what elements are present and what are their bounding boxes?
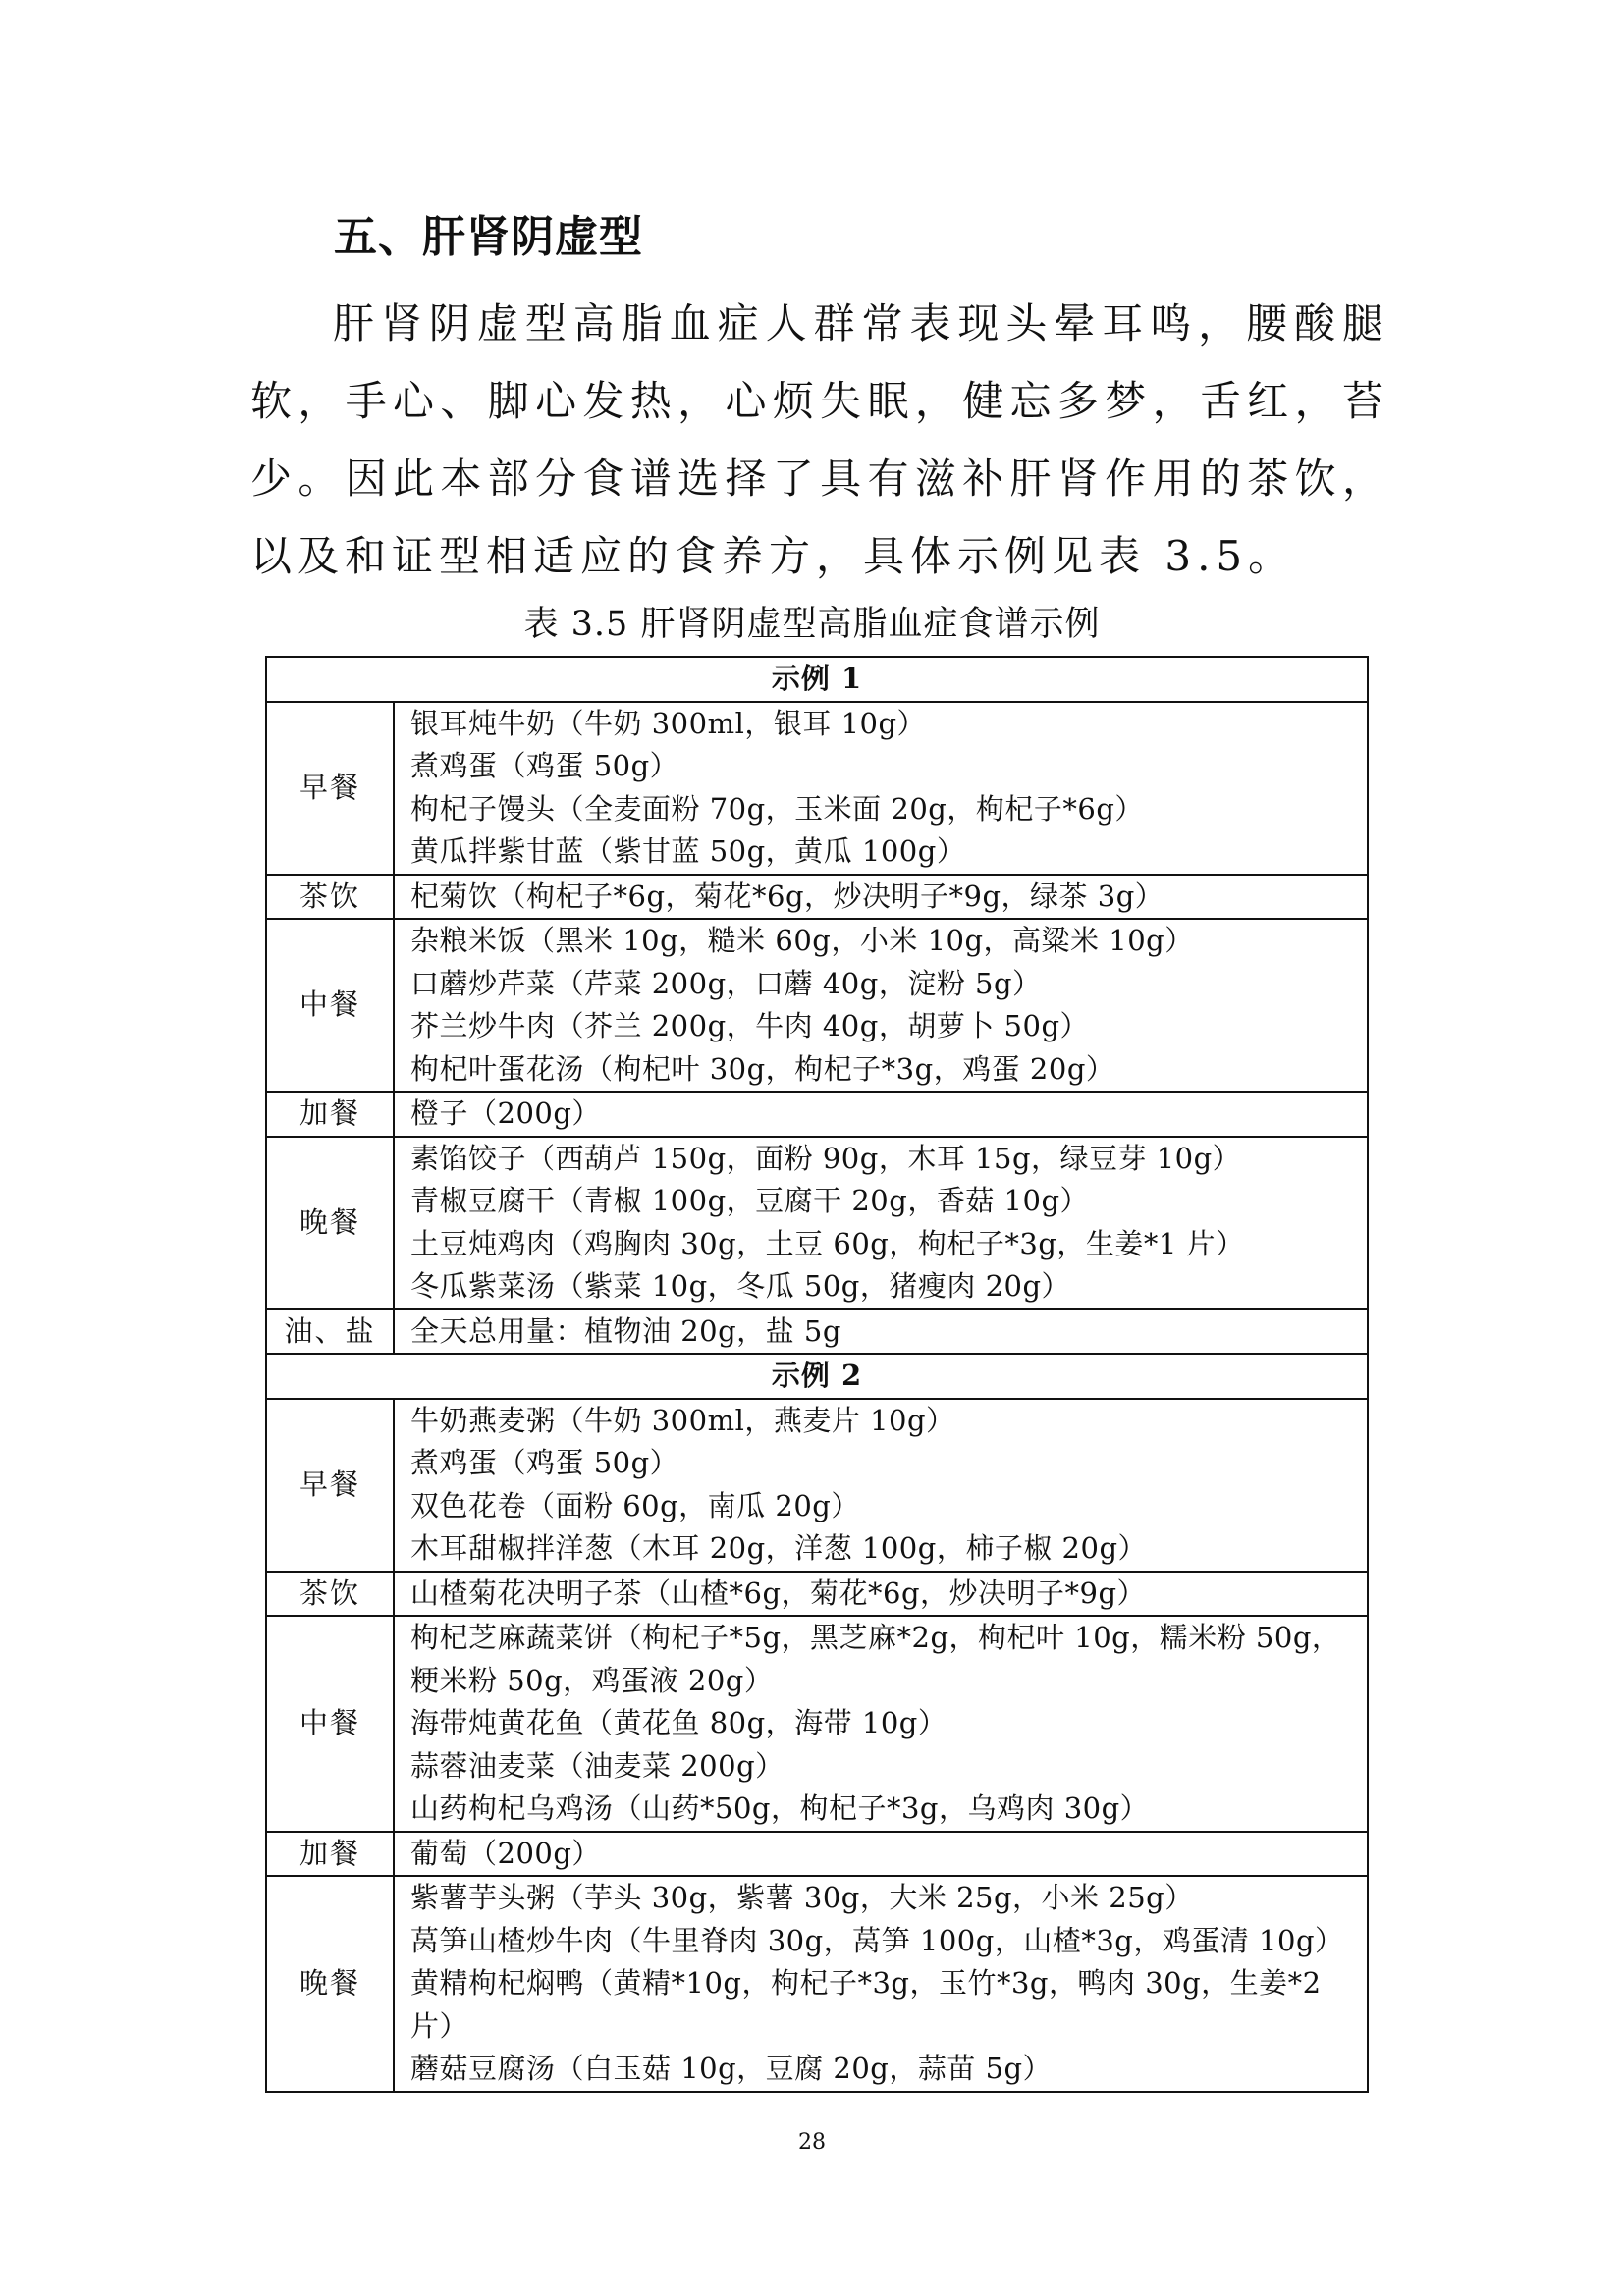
table-row [266, 702, 1368, 875]
menu-item: 枸杞芝麻蔬菜饼（枸杞子*5g，黑芝麻*2g，枸杞叶 10g，糯米粉 50g，粳米粉 50g，鸡蛋液 20g） [410, 1621, 1341, 1697]
table-row [266, 1876, 1368, 2092]
meal-label-lunch: 中餐 [266, 1616, 394, 1832]
table-row [266, 1309, 1368, 1355]
menu-item: 蒜蓉油麦菜（油麦菜 200g） [410, 1748, 785, 1783]
menu-item: 莴笋山楂炒牛肉（牛里脊肉 30g，莴笋 100g，山楂*3g，鸡蛋清 10g） [410, 1923, 1344, 1957]
menu-item: 木耳甜椒拌洋葱（木耳 20g，洋葱 100g，柿子椒 20g） [410, 1531, 1148, 1565]
meal-items-snack [394, 1092, 1368, 1137]
menu-item: 煮鸡蛋（鸡蛋 50g） [410, 1446, 679, 1479]
menu-item: 山楂菊花决明子茶（山楂*6g，菊花*6g，炒决明子*9g） [410, 1575, 1147, 1610]
meal-items-tea [394, 875, 1368, 920]
meal-items-dinner [394, 1137, 1368, 1309]
example-1-title: 示例 1 [266, 657, 1368, 702]
menu-item: 银耳炖牛奶（牛奶 300ml，银耳 10g） [410, 706, 927, 740]
menu-item: 杞菊饮（枸杞子*6g，菊花*6g，炒决明子*9g，绿茶 3g） [410, 879, 1164, 913]
meal-items-oil-salt [394, 1309, 1368, 1355]
table-row [266, 1616, 1368, 1832]
menu-item: 橙子（200g） [410, 1096, 601, 1130]
intro-paragraph: 肝肾阴虚型高脂血症人群常表现头晕耳鸣，腰酸腿软，手心、脚心发热，心烦失眠，健忘多梦，舌红，苔少。因此本部分食谱选择了具有滋补肝肾作用的茶饮，以及和证型相适应的食养方，具体示例见表 3.5。 [250, 299, 1389, 580]
menu-item: 海带炖黄花鱼（黄花鱼 80g，海带 10g） [410, 1706, 947, 1739]
table-row [266, 875, 1368, 920]
menu-item: 煮鸡蛋（鸡蛋 50g） [410, 749, 679, 782]
menu-item: 山药枸杞乌鸡汤（山药*50g，枸杞子*3g，乌鸡肉 30g） [410, 1791, 1150, 1825]
menu-item: 紫薯芋头粥（芋头 30g，紫薯 30g，大米 25g，小米 25g） [410, 1881, 1194, 1914]
meal-label-dinner: 晚餐 [266, 1137, 394, 1309]
recipe-table [265, 656, 1369, 2093]
meal-items-dinner [394, 1876, 1368, 2092]
menu-item: 口蘑炒芹菜（芹菜 200g，口蘑 40g，淀粉 5g） [410, 966, 1042, 1000]
meal-label-oil-salt: 油、盐 [266, 1309, 394, 1355]
meal-label-tea: 茶饮 [266, 1572, 394, 1617]
meal-label-snack: 加餐 [266, 1092, 394, 1137]
menu-item: 牛奶燕麦粥（牛奶 300ml，燕麦片 10g） [410, 1403, 955, 1437]
menu-item: 葡萄（200g） [410, 1836, 601, 1870]
meal-label-dinner: 晚餐 [266, 1876, 394, 2092]
table-caption: 表 3.5 肝肾阴虚型高脂血症食谱示例 [523, 605, 1101, 644]
menu-item: 蘑菇豆腐汤（白玉菇 10g，豆腐 20g，蒜苗 5g） [410, 2052, 1053, 2085]
table-row [266, 1572, 1368, 1617]
menu-item: 杂粮米饭（黑米 10g，糙米 60g，小米 10g，高粱米 10g） [410, 924, 1194, 957]
meal-items-snack [394, 1832, 1368, 1877]
table-row [266, 1137, 1368, 1309]
menu-item: 枸杞子馒头（全麦面粉 70g，玉米面 20g，枸杞子*6g） [410, 791, 1144, 826]
page-number: 28 [798, 2130, 826, 2155]
menu-item: 青椒豆腐干（青椒 100g，豆腐干 20g，香菇 10g） [410, 1184, 1090, 1217]
table-row [266, 1832, 1368, 1877]
meal-label-breakfast: 早餐 [266, 702, 394, 875]
menu-item: 黄精枸杞焖鸭（黄精*10g，枸杞子*3g，玉竹*3g，鸭肉 30g，生姜*2 片） [410, 1966, 1322, 2043]
menu-item: 冬瓜紫菜汤（紫菜 10g，冬瓜 50g，猪瘦肉 20g） [410, 1269, 1071, 1303]
meal-items-tea [394, 1572, 1368, 1617]
meal-items-breakfast [394, 1399, 1368, 1572]
example-2-title: 示例 2 [266, 1354, 1368, 1399]
menu-item: 双色花卷（面粉 60g，南瓜 20g） [410, 1488, 860, 1522]
menu-item: 土豆炖鸡肉（鸡胸肉 30g，土豆 60g，枸杞子*3g，生姜*1 片） [410, 1226, 1245, 1260]
meal-label-lunch: 中餐 [266, 919, 394, 1092]
table-row [266, 919, 1368, 1092]
menu-item: 黄瓜拌紫甘蓝（紫甘蓝 50g，黄瓜 100g） [410, 834, 966, 868]
menu-item: 全天总用量：植物油 20g，盐 5g [410, 1313, 841, 1348]
meal-items-lunch [394, 1616, 1368, 1832]
table-row [266, 1092, 1368, 1137]
meal-items-breakfast [394, 702, 1368, 875]
section-heading: 五、肝肾阴虚型 [334, 212, 643, 262]
example-2-header-row [266, 1354, 1368, 1399]
meal-label-tea: 茶饮 [266, 875, 394, 920]
meal-items-lunch [394, 919, 1368, 1092]
meal-label-breakfast: 早餐 [266, 1399, 394, 1572]
example-1-header-row [266, 657, 1368, 702]
meal-label-snack: 加餐 [266, 1832, 394, 1877]
menu-item: 枸杞叶蛋花汤（枸杞叶 30g，枸杞子*3g，鸡蛋 20g） [410, 1051, 1115, 1086]
menu-item: 芥兰炒牛肉（芥兰 200g，牛肉 40g，胡萝卜 50g） [410, 1009, 1090, 1042]
table-row [266, 1399, 1368, 1572]
menu-item: 素馅饺子（西葫芦 150g，面粉 90g，木耳 15g，绿豆芽 10g） [410, 1141, 1242, 1175]
